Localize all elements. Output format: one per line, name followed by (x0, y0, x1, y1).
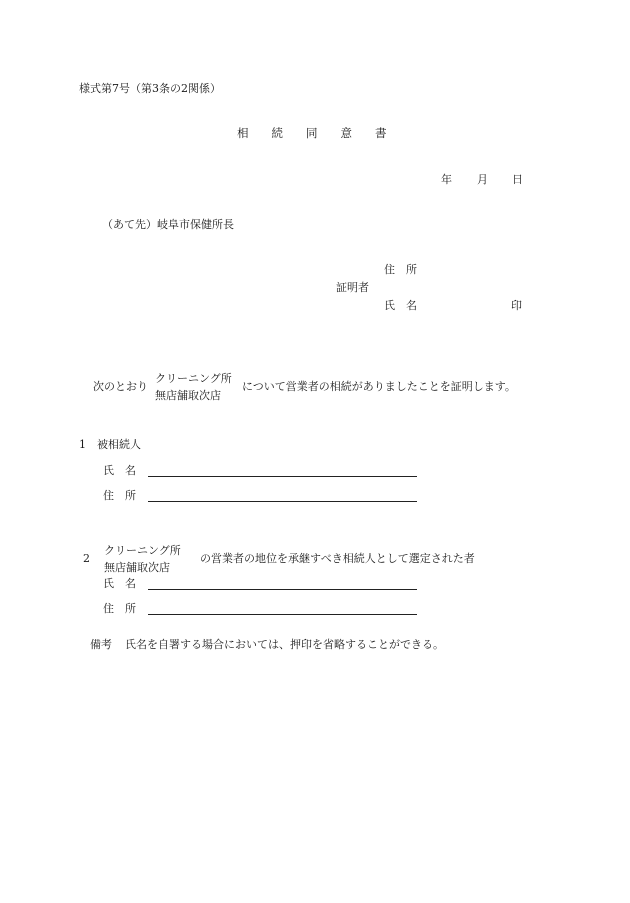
section-1-address-line (148, 501, 417, 502)
certifier-label: 証明者 (336, 281, 369, 294)
section-1-name-line (148, 476, 417, 477)
note-label: 備考 (90, 638, 112, 651)
date-day-label: 日 (512, 173, 523, 186)
date-year-label: 年 (441, 173, 452, 186)
section-2-address-label: 住 所 (103, 602, 136, 615)
section-2-number: 2 (83, 552, 90, 565)
addressee: （あて先）岐阜市保健所長 (102, 218, 234, 231)
statement-prefix: 次のとおり (93, 380, 148, 393)
certifier-name-label: 氏 名 (384, 299, 417, 312)
section-2-address-line (148, 614, 417, 615)
section-2-name-label: 氏 名 (103, 577, 136, 590)
section-1-number: 1 (79, 438, 86, 451)
section-2-name-line (148, 589, 417, 590)
section-2-heading: の営業者の地位を承継すべき相続人として選定された者 (200, 552, 475, 565)
document-title: 相 続 同 意 書 (237, 126, 387, 140)
certifier-address-label: 住 所 (384, 263, 417, 276)
statement-business-options (155, 373, 232, 401)
seal-mark: 印 (511, 299, 522, 312)
section-2-option-cleaning-shop: クリーニング所 (104, 544, 181, 557)
statement-option-cleaning-shop: クリーニング所 (155, 372, 232, 385)
date-month-label: 月 (477, 173, 488, 186)
section-2-business-options (104, 545, 181, 573)
section-1-address-label: 住 所 (103, 489, 136, 502)
statement-suffix: について営業者の相続がありましたことを証明します。 (242, 380, 516, 393)
section-1-name-label: 氏 名 (103, 464, 136, 477)
section-1-heading: 被相続人 (97, 438, 141, 451)
form-number: 様式第7号（第3条の2関係） (79, 82, 221, 95)
note-text: 氏名を自署する場合においては、押印を省略することができる。 (125, 638, 444, 651)
section-2-option-agency: 無店舗取次店 (104, 561, 170, 574)
statement-option-agency: 無店舗取次店 (155, 389, 221, 402)
